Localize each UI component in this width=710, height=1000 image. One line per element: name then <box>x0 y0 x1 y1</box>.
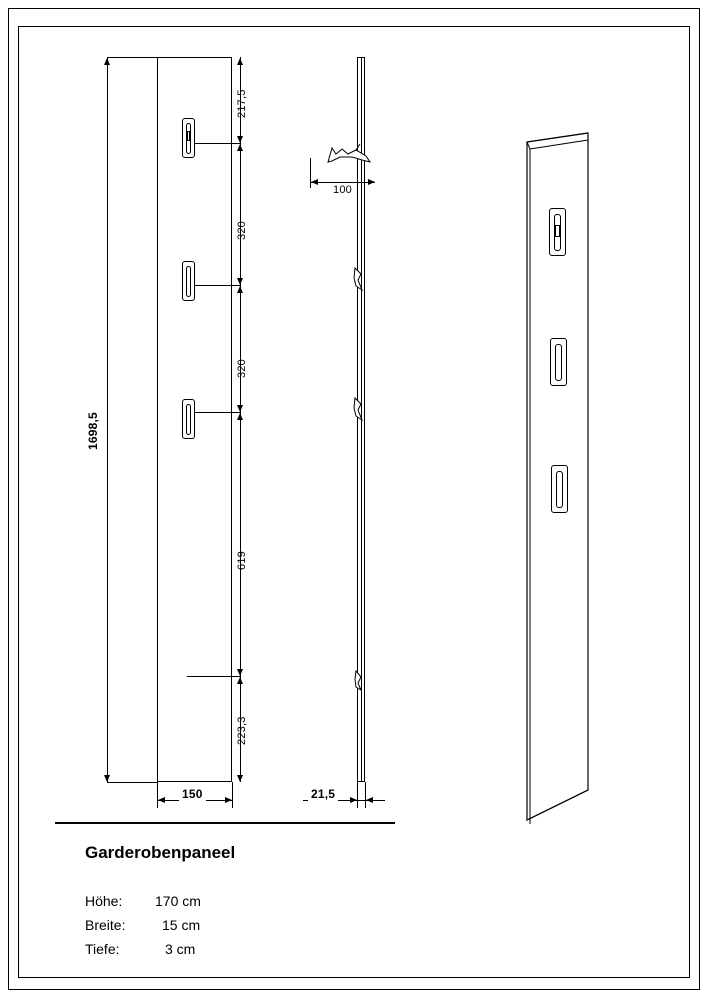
depth-dim-line <box>310 182 375 183</box>
spec-label-width: Breite: <box>85 917 126 933</box>
width-ext-left <box>157 782 158 808</box>
ext-line-top <box>107 57 157 58</box>
width-arrow-left <box>158 797 165 803</box>
thickness-dim-text: 21,5 <box>308 787 338 801</box>
dim-tick-arrow-4a <box>237 669 243 676</box>
perspective-hook-plate-2 <box>550 338 567 386</box>
width-arrow-right <box>225 797 232 803</box>
thickness-arrow-right <box>366 797 373 803</box>
thickness-ext-right <box>365 782 366 808</box>
width-ext-right <box>232 782 233 808</box>
thickness-ext-left <box>357 782 358 808</box>
overall-height-dim-line <box>107 57 108 782</box>
dim-tick-arrow-1b <box>237 144 243 151</box>
segment-dim-5: 223,3 <box>236 716 248 745</box>
leader-hook-3 <box>195 412 240 413</box>
depth-arrow-right <box>368 179 375 185</box>
hook-slot-3 <box>186 404 191 435</box>
dim-tick-arrow-2b <box>237 286 243 293</box>
overall-height-arrow-top <box>104 58 110 65</box>
hook-plate-3 <box>182 399 195 439</box>
dim-tick-arrow-5 <box>237 775 243 782</box>
segment-dim-2: 320 <box>236 221 248 240</box>
width-dim-text: 150 <box>179 787 206 801</box>
perspective-hook-slot-3 <box>556 471 563 508</box>
spec-value-height: 170 cm <box>155 893 201 909</box>
thickness-arrow-left <box>350 797 357 803</box>
dim-tick-arrow-0 <box>237 58 243 65</box>
spec-value-width: 15 cm <box>162 917 201 933</box>
side-hook-profile-4 <box>353 670 365 692</box>
ext-line-bottom <box>107 782 157 783</box>
side-hook-profile-3 <box>352 396 366 422</box>
side-hook-profile-2 <box>352 266 366 292</box>
depth-dim-text: 100 <box>330 184 355 196</box>
depth-arrow-left <box>311 179 318 185</box>
overall-height-arrow-bottom <box>104 775 110 782</box>
segment-dim-1: 217,5 <box>236 89 248 118</box>
dim-tick-arrow-4b <box>237 677 243 684</box>
perspective-hook-knob-1 <box>555 225 560 237</box>
page-title: Garderobenpaneel <box>85 843 236 862</box>
spec-label-height: Höhe: <box>85 893 123 909</box>
leader-hook-2 <box>195 285 240 286</box>
dim-tick-arrow-2a <box>237 278 243 285</box>
perspective-hook-slot-2 <box>555 344 562 381</box>
spec-label-depth: Tiefe: <box>85 941 120 957</box>
dim-tick-arrow-1a <box>237 136 243 143</box>
hook-knob-1 <box>187 131 190 141</box>
perspective-hook-plate-1 <box>549 208 566 256</box>
dim-tick-arrow-3a <box>237 405 243 412</box>
baseline <box>55 822 395 824</box>
overall-height-dim-text: 1698,5 <box>86 412 100 450</box>
hook-plate-2 <box>182 261 195 301</box>
spec-value-depth: 3 cm <box>165 941 196 957</box>
hook-plate-1 <box>182 118 195 158</box>
side-hook-profile-1 <box>326 140 372 170</box>
perspective-view <box>505 130 615 830</box>
dim-tick-arrow-3b <box>237 413 243 420</box>
leader-hook-1 <box>195 143 240 144</box>
hook-slot-2 <box>186 266 191 297</box>
perspective-hook-plate-3 <box>551 465 568 513</box>
segment-dim-4: 619 <box>236 551 248 570</box>
segment-dim-3: 320 <box>236 359 248 378</box>
leader-bottom-ref <box>187 676 240 677</box>
